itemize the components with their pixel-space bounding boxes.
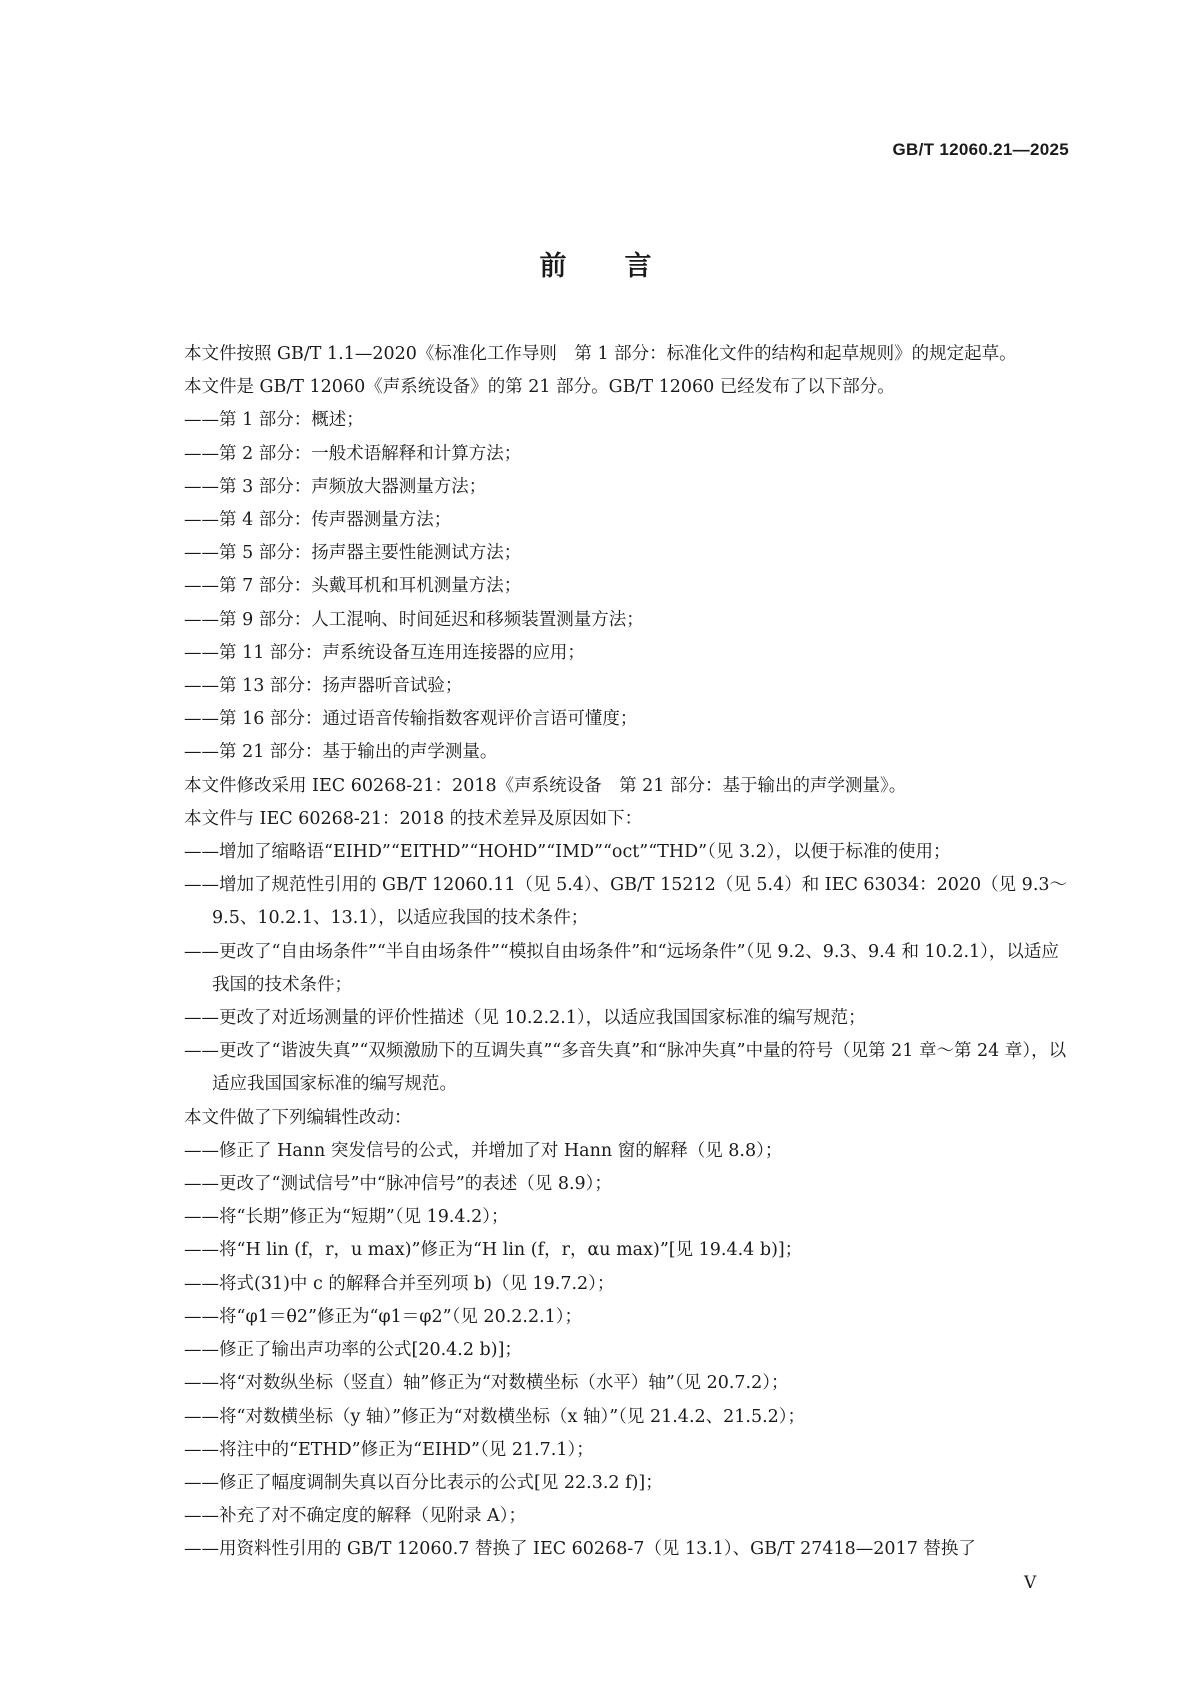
list-item: ——第 7 部分：头戴耳机和耳机测量方法；	[184, 576, 522, 597]
list-item: ——增加了缩略语“EIHD”“EITHD”“HOHD”“IMD”“oct”“THD”（见 3.2），以便于标准的使用；	[184, 842, 951, 863]
paragraph: 本文件做了下列编辑性改动：	[184, 1107, 412, 1128]
list-item: ——增加了规范性引用的 GB/T 12060.11（见 5.4）、GB/T 15212（见 5.4）和 IEC 63034：2020（见 9.3～9.5、10.2.1、13.1），以适应我国的技术条件；	[184, 875, 1068, 929]
list-item: ——将“对数横坐标（y 轴）”修正为“对数横坐标（x 轴）”（见 21.4.2、21.5.2）；	[184, 1406, 806, 1427]
list-item: ——第 16 部分：通过语音传输指数客观评价言语可懂度；	[184, 709, 638, 730]
list-item: ——更改了“谐波失真”“双频激励下的互调失真”“多音失真”和“脉冲失真”中量的符号（见第 21 章～第 24 章），以适应我国国家标准的编写规范。	[184, 1041, 1067, 1095]
document-body	[142, 338, 1069, 1567]
paragraph: 本文件修改采用 IEC 60268-21：2018《声系统设备 第 21 部分：基于输出的声学测量》。	[184, 775, 907, 796]
list-item: ——用资料性引用的 GB/T 12060.7 替换了 IEC 60268-7（见 13.1）、GB/T 27418—2017 替换了	[184, 1539, 976, 1560]
list-item: ——第 13 部分：扬声器听音试验；	[184, 676, 463, 697]
list-item: ——将“对数纵坐标（竖直）轴”修正为“对数横坐标（水平）轴”（见 20.7.2）；	[184, 1373, 789, 1394]
list-item: ——更改了对近场测量的评价性描述（见 10.2.2.1），以适应我国国家标准的编写规范；	[184, 1008, 866, 1029]
list-item: ——将“H lin (f，r，u max)”修正为“H lin (f，r，αu max)”[见 19.4.4 b)]；	[184, 1240, 803, 1261]
list-item: ——第 4 部分：传声器测量方法；	[184, 510, 452, 531]
list-item: ——更改了“自由场条件”“半自由场条件”“模拟自由场条件”和“远场条件”（见 9.2、9.3、9.4 和 10.2.1），以适应我国的技术条件；	[184, 941, 1059, 995]
list-item: ——第 21 部分：基于输出的声学测量。	[184, 742, 498, 763]
list-item: ——补充了对不确定度的解释（见附录 A）；	[184, 1506, 526, 1527]
list-item: ——第 9 部分：人工混响、时间延迟和移频装置测量方法；	[184, 609, 644, 630]
page-title: 前言	[539, 251, 710, 282]
paragraph: 本文件是 GB/T 12060《声系统设备》的第 21 部分。GB/T 12060 已经发布了以下部分。	[184, 377, 895, 398]
list-item: ——第 11 部分：声系统设备互连用连接器的应用；	[184, 642, 585, 663]
paragraph: 本文件与 IEC 60268-21：2018 的技术差异及原因如下：	[184, 808, 643, 829]
list-item: ——第 5 部分：扬声器主要性能测试方法；	[184, 543, 522, 564]
page-number: V	[1024, 1573, 1037, 1593]
list-item: ——修正了输出声功率的公式[20.4.2 b)]；	[184, 1340, 522, 1361]
list-item: ——将“φ1＝θ2”修正为“φ1＝φ2”（见 20.2.2.1）；	[184, 1306, 583, 1327]
standard-number: GB/T 12060.21—2025	[892, 140, 1069, 159]
list-item: ——将注中的“ETHD”修正为“EIHD”（见 21.7.1）；	[184, 1439, 594, 1460]
list-item: ——第 2 部分：一般术语解释和计算方法；	[184, 443, 522, 464]
list-item: ——修正了幅度调制失真以百分比表示的公式[见 22.3.2 f)]；	[184, 1472, 663, 1493]
list-item: ——修正了 Hann 突发信号的公式，并增加了对 Hann 窗的解释（见 8.8）；	[184, 1140, 783, 1161]
list-item: ——第 3 部分：声频放大器测量方法；	[184, 476, 487, 497]
paragraph: 本文件按照 GB/T 1.1—2020《标准化工作导则 第 1 部分：标准化文件的结构和起草规则》的规定起草。	[184, 344, 1017, 364]
list-item: ——将“长期”修正为“短期”（见 19.4.2）；	[184, 1207, 509, 1228]
list-item: ——更改了“测试信号”中“脉冲信号”的表述（见 8.9）；	[184, 1174, 612, 1195]
list-item: ——第 1 部分：概述；	[184, 410, 364, 431]
list-item: ——将式(31)中 c 的解释合并至列项 b)（见 19.7.2）；	[184, 1273, 615, 1294]
